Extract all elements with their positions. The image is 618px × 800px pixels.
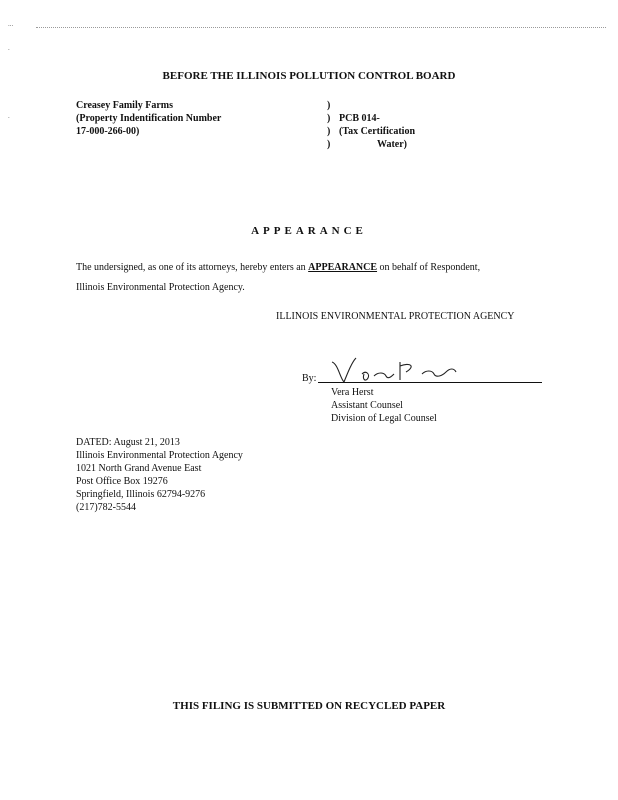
scan-mark: . bbox=[8, 44, 10, 52]
caption-paren: ) bbox=[327, 126, 331, 137]
dated-line: DATED: August 21, 2013 bbox=[76, 437, 180, 448]
agency-line: Illinois Environmental Protection Agency bbox=[76, 450, 243, 461]
scan-line bbox=[36, 27, 606, 29]
caption-paren: ) bbox=[327, 139, 331, 150]
body-emphasis: APPEARANCE bbox=[308, 262, 378, 273]
address-line: 1021 North Grand Avenue East bbox=[76, 463, 202, 474]
body-text-before: The undersigned, as one of its attorneys, hereby enters an bbox=[76, 262, 309, 273]
signer-title: Assistant Counsel bbox=[331, 400, 403, 411]
signer-division: Division of Legal Counsel bbox=[331, 413, 437, 424]
scan-mark: ... bbox=[8, 20, 14, 28]
by-label: By: bbox=[302, 373, 317, 384]
caption-property-number: 17-000-266-00) bbox=[76, 126, 140, 137]
signature-scribble bbox=[322, 352, 472, 386]
appearance-body bbox=[76, 258, 546, 298]
caption-property-line: (Property Indentification Number bbox=[76, 113, 222, 124]
po-box-line: Post Office Box 19276 bbox=[76, 476, 168, 487]
scan-mark: . bbox=[8, 112, 10, 120]
case-caption-left bbox=[76, 99, 221, 138]
signature bbox=[322, 352, 472, 386]
signer-name: Vera Herst bbox=[331, 387, 374, 398]
city-line: Springfield, Illinois 62794-9276 bbox=[76, 489, 206, 500]
board-heading: BEFORE THE ILLINOIS POLLUTION CONTROL BOARD bbox=[162, 70, 456, 82]
document-title: APPEARANCE bbox=[251, 225, 367, 237]
caption-party: Creasey Family Farms bbox=[76, 100, 174, 111]
case-type-cont: Water) bbox=[377, 139, 407, 150]
recycled-paper-footer: THIS FILING IS SUBMITTED ON RECYCLED PAPER bbox=[172, 700, 446, 712]
body-line-2: Illinois Environmental Protection Agency. bbox=[76, 282, 245, 293]
agency-name: ILLINOIS ENVIRONMENTAL PROTECTION AGENCY bbox=[276, 311, 515, 322]
case-number: PCB 014- bbox=[339, 113, 380, 124]
body-text-after: on behalf of Respondent, bbox=[377, 262, 481, 273]
caption-paren: ) bbox=[327, 100, 331, 111]
phone-line: (217)782-5544 bbox=[76, 502, 136, 513]
case-type: (Tax Certification bbox=[339, 126, 416, 137]
dated-block bbox=[76, 436, 243, 514]
caption-paren: ) bbox=[327, 113, 331, 124]
signature-path bbox=[332, 358, 456, 382]
signature-line bbox=[318, 382, 542, 383]
case-caption-right bbox=[327, 99, 415, 151]
